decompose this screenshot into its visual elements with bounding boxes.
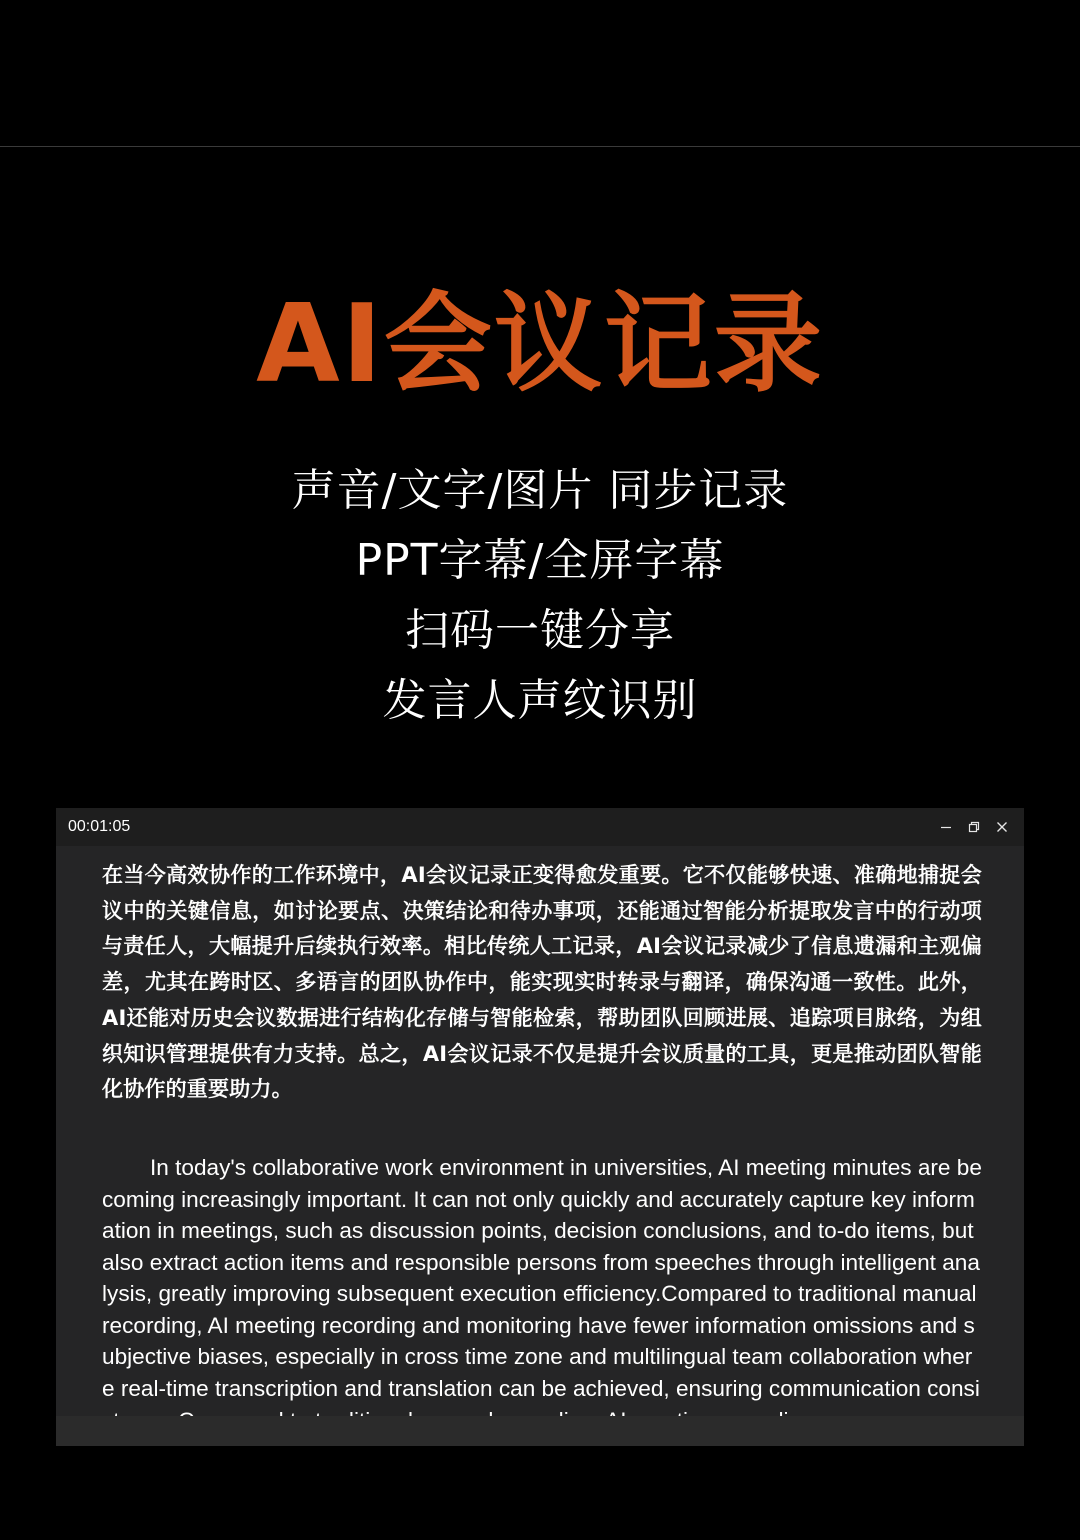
- close-icon: [996, 821, 1008, 833]
- minimize-icon: [940, 821, 952, 833]
- feature-list: [0, 456, 1080, 736]
- window-bottom-bar: [56, 1416, 1024, 1446]
- transcript-chinese: 在当今高效协作的工作环境中，AI会议记录正变得愈发重要。它不仅能够快速、准确地捕捉会议中的关键信息，如讨论要点、决策结论和待办事项，还能通过智能分析提取发言中的行动项与责任人，大幅提升后续执行效率。相比传统人工记录，AI会议记录减少了信息遗漏和主观偏差，尤其在跨时区、多语言的团队协作中，能实现实时转录与翻译，确保沟通一致性。此外，AI还能对历史会议数据进行结构化存储与智能检索，帮助团队回顾进展、追踪项目脉络，为组织知识管理提供有力支持。总之，AI会议记录不仅是提升会议质量的工具，更是推动团队智能化协作的重要助力。: [102, 863, 982, 1102]
- feature-item-subtitles: PPT字幕/全屏字幕: [355, 535, 725, 586]
- hero-title: AI会议记录: [256, 282, 824, 407]
- minimize-button[interactable]: [932, 813, 960, 841]
- restore-button[interactable]: [960, 813, 988, 841]
- transcript-area[interactable]: [102, 858, 982, 1416]
- window-controls: [932, 808, 1016, 846]
- feature-item-voiceprint: 发言人声纹识别: [382, 675, 698, 726]
- restore-icon: [968, 821, 980, 833]
- feature-item-qr-share: 扫码一键分享: [405, 605, 675, 656]
- top-divider: [0, 146, 1080, 147]
- elapsed-time: 00:01:05: [68, 818, 131, 835]
- transcript-english: In today's collaborative work environment in universities, AI meeting minutes are becoming increasingly important. It can not only quickly and accurately capture key information in meetings, such as discussion points, decision conclusions, and to-do items, but also extract action items and responsible persons from speeches through intelligent analysis, greatly improving subsequent execution efficiency.Compared to traditional manual recording, AI meeting recording and monitoring have fewer information omissions and subjective biases, especially in cross time zone and multilingual team collaboration where real-time transcription and translation can be achieved, ensuring communication consi: [102, 1154, 982, 1402]
- feature-item-sync-recording: 声音/文字/图片 同步记录: [291, 465, 789, 516]
- window-titlebar[interactable]: [56, 808, 1024, 846]
- caption-window: [56, 808, 1024, 1446]
- close-button[interactable]: [988, 813, 1016, 841]
